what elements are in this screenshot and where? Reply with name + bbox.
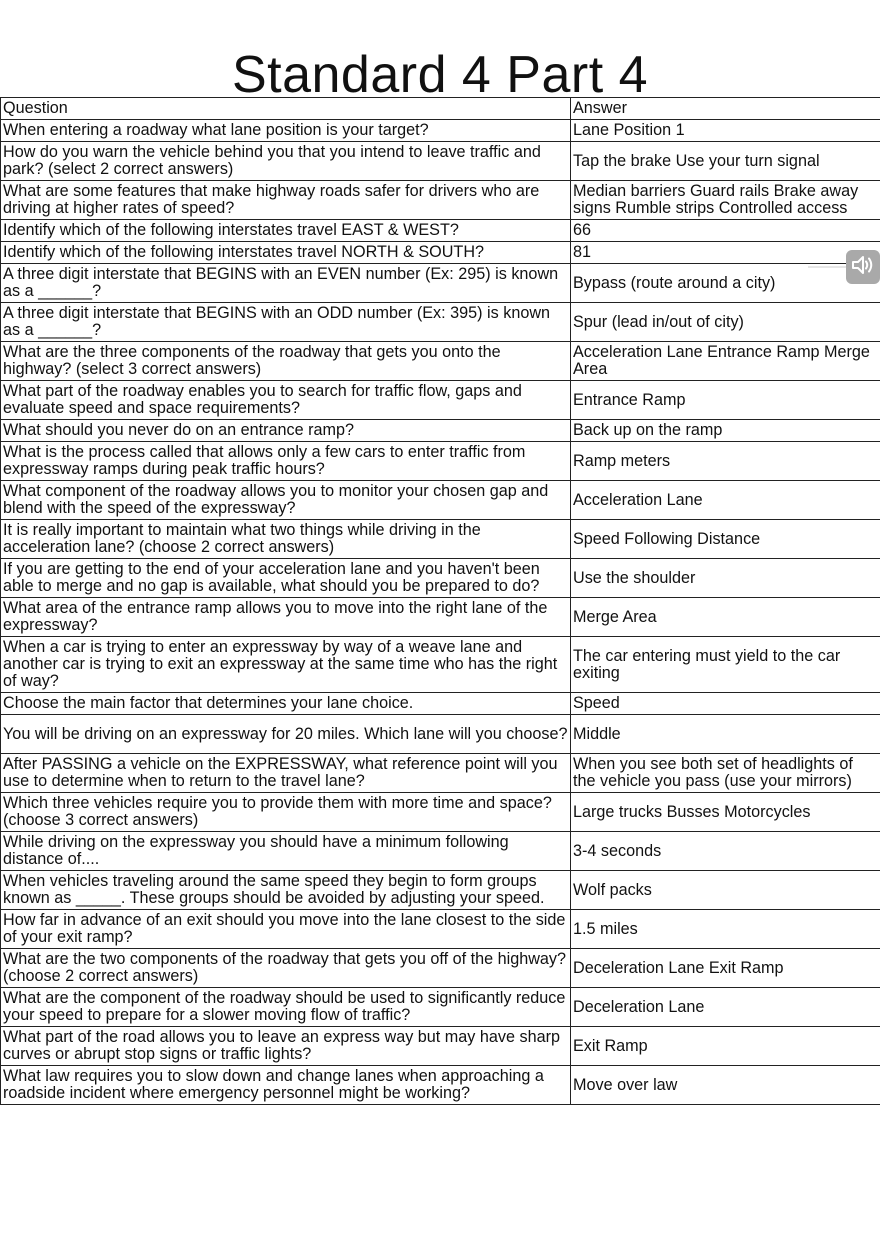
table-row (1, 598, 880, 637)
qa-table (0, 97, 880, 1105)
answer-cell: Move over law (571, 1066, 880, 1105)
table-row (1, 715, 880, 754)
table-row (1, 342, 880, 381)
question-cell: What should you never do on an entrance ramp? (1, 420, 571, 442)
answer-cell: Ramp meters (571, 442, 880, 481)
table-row (1, 949, 880, 988)
answer-cell: The car entering must yield to the car exiting (571, 637, 880, 693)
column-header-question: Question (1, 98, 571, 120)
question-cell: What is the process called that allows only a few cars to enter traffic from expressway ramps during peak traffic hours? (1, 442, 571, 481)
answer-cell: Speed (571, 693, 880, 715)
answer-cell: 66 (571, 220, 880, 242)
answer-cell: Spur (lead in/out of city) (571, 303, 880, 342)
table-row (1, 693, 880, 715)
answer-cell: Speed Following Distance (571, 520, 880, 559)
answer-cell: Wolf packs (571, 871, 880, 910)
question-cell: What are some features that make highway roads safer for drivers who are driving at higher rates of speed? (1, 181, 571, 220)
table-row (1, 220, 880, 242)
question-cell: If you are getting to the end of your acceleration lane and you haven't been able to merge and no gap is available, what should you be prepared to do? (1, 559, 571, 598)
answer-cell: 1.5 miles (571, 910, 880, 949)
question-cell: What are the two components of the roadway that gets you off of the highway? (choose 2 correct answers) (1, 949, 571, 988)
question-cell: How do you warn the vehicle behind you that you intend to leave traffic and park? (select 2 correct answers) (1, 142, 571, 181)
answer-cell: Tap the brake Use your turn signal (571, 142, 880, 181)
table-row (1, 303, 880, 342)
question-cell: How far in advance of an exit should you move into the lane closest to the side of your exit ramp? (1, 910, 571, 949)
speaker-volume-icon (851, 254, 875, 281)
table-row (1, 754, 880, 793)
question-cell: When vehicles traveling around the same speed they begin to form groups known as _____. These groups should be avoided by adjusting your speed. (1, 871, 571, 910)
question-cell: What are the component of the roadway should be used to significantly reduce your speed to prepare for a slower moving flow of traffic? (1, 988, 571, 1027)
answer-cell: Back up on the ramp (571, 420, 880, 442)
answer-cell: 81 (571, 242, 880, 264)
answer-cell: Exit Ramp (571, 1027, 880, 1066)
table-header-row (1, 98, 880, 120)
column-header-answer: Answer (571, 98, 880, 120)
table-row (1, 832, 880, 871)
table-row (1, 442, 880, 481)
question-cell: You will be driving on an expressway for 20 miles. Which lane will you choose? (1, 715, 571, 754)
question-cell: Identify which of the following interstates travel NORTH & SOUTH? (1, 242, 571, 264)
table-row (1, 120, 880, 142)
table-row (1, 142, 880, 181)
question-cell: When entering a roadway what lane position is your target? (1, 120, 571, 142)
read-aloud-divider (808, 266, 846, 268)
question-cell: What part of the road allows you to leave an express way but may have sharp curves or abrupt stop signs or traffic lights? (1, 1027, 571, 1066)
read-aloud-button[interactable] (846, 250, 880, 284)
table-row (1, 1027, 880, 1066)
question-cell: What are the three components of the roadway that gets you onto the highway? (select 3 correct answers) (1, 342, 571, 381)
question-cell: What component of the roadway allows you to monitor your chosen gap and blend with the speed of the expressway? (1, 481, 571, 520)
answer-cell: Bypass (route around a city) (571, 264, 880, 303)
question-cell: What law requires you to slow down and change lanes when approaching a roadside incident where emergency personnel might be working? (1, 1066, 571, 1105)
answer-cell: Entrance Ramp (571, 381, 880, 420)
answer-cell: Lane Position 1 (571, 120, 880, 142)
answer-cell: Acceleration Lane Entrance Ramp Merge Area (571, 342, 880, 381)
question-cell: Identify which of the following interstates travel EAST & WEST? (1, 220, 571, 242)
answer-cell: Median barriers Guard rails Brake away signs Rumble strips Controlled access (571, 181, 880, 220)
answer-cell: Use the shoulder (571, 559, 880, 598)
answer-cell: Middle (571, 715, 880, 754)
table-row (1, 181, 880, 220)
table-row (1, 481, 880, 520)
answer-cell: Merge Area (571, 598, 880, 637)
table-row (1, 242, 880, 264)
table-row (1, 420, 880, 442)
question-cell: Choose the main factor that determines your lane choice. (1, 693, 571, 715)
answer-cell: When you see both set of headlights of the vehicle you pass (use your mirrors) (571, 754, 880, 793)
table-row (1, 520, 880, 559)
table-row (1, 1066, 880, 1105)
table-row (1, 264, 880, 303)
answer-cell: Deceleration Lane Exit Ramp (571, 949, 880, 988)
table-row (1, 793, 880, 832)
table-row (1, 381, 880, 420)
question-cell: It is really important to maintain what two things while driving in the acceleration lane? (choose 2 correct answers) (1, 520, 571, 559)
table-row (1, 637, 880, 693)
answer-cell: Acceleration Lane (571, 481, 880, 520)
answer-cell: Large trucks Busses Motorcycles (571, 793, 880, 832)
table-row (1, 910, 880, 949)
table-row (1, 988, 880, 1027)
question-cell: When a car is trying to enter an expressway by way of a weave lane and another car is trying to exit an expressway at the same time who has the right of way? (1, 637, 571, 693)
table-row (1, 559, 880, 598)
question-cell: While driving on the expressway you should have a minimum following distance of.... (1, 832, 571, 871)
answer-cell: 3-4 seconds (571, 832, 880, 871)
question-cell: Which three vehicles require you to provide them with more time and space? (choose 3 correct answers) (1, 793, 571, 832)
question-cell: A three digit interstate that BEGINS with an ODD number (Ex: 395) is known as a ______? (1, 303, 571, 342)
page-title: Standard 4 Part 4 (231, 45, 649, 104)
question-cell: After PASSING a vehicle on the EXPRESSWAY, what reference point will you use to determine when to return to the travel lane? (1, 754, 571, 793)
question-cell: A three digit interstate that BEGINS with an EVEN number (Ex: 295) is known as a ______? (1, 264, 571, 303)
question-cell: What part of the roadway enables you to search for traffic flow, gaps and evaluate speed and space requirements? (1, 381, 571, 420)
table-row (1, 871, 880, 910)
answer-cell: Deceleration Lane (571, 988, 880, 1027)
question-cell: What area of the entrance ramp allows you to move into the right lane of the expressway? (1, 598, 571, 637)
